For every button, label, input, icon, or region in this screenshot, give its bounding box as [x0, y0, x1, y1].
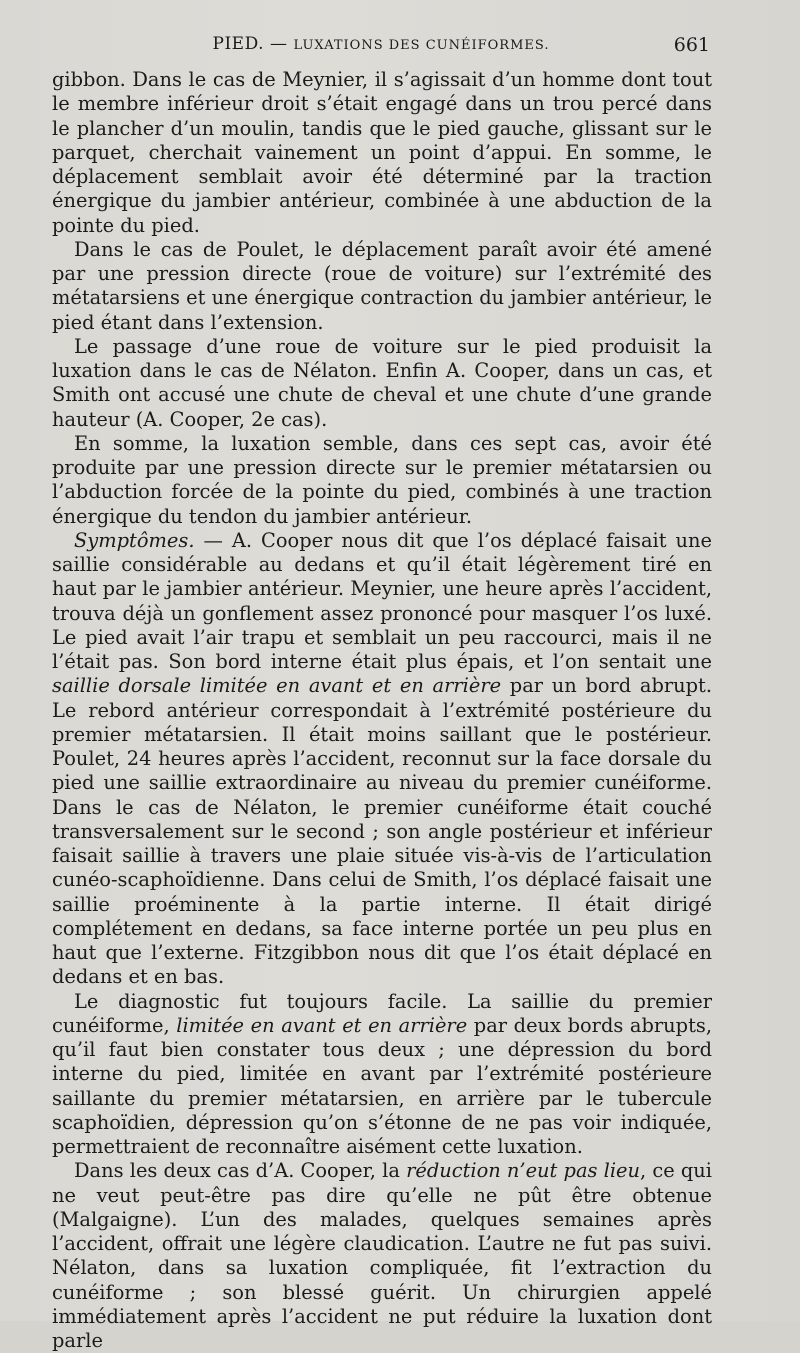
paragraph-p1	[52, 68, 712, 238]
paragraph-p5	[52, 529, 712, 990]
running-title-sub: LUXATIONS DES CUNÉIFORMES.	[293, 38, 550, 53]
italic-segment: Symptômes.	[74, 528, 195, 552]
text-segment: gibbon. Dans le cas de Meynier, il s’agissait d’un homme dont tout le membre inférieur droit s’était engagé dans un trou percé dans le plancher d’un moulin, tandis que le pied gauche, glissant sur le parquet, cherchait vainement un point d’appui. En somme, le déplacement semblait avoir été déterminé par la traction énergique du jambier antérieur, combinée à une abduction de la pointe du pied.	[52, 68, 712, 237]
running-title-dash: —	[270, 34, 288, 54]
text-segment: Le passage d’une roue de voiture sur le pied produisit la luxation dans le cas de Nélaton. Enfin A. Cooper, dans un cas, et Smith ont accusé une chute de cheval et une chute d’une grande hauteur (A. Cooper, 2e cas).	[52, 334, 712, 431]
body-text	[52, 68, 712, 1353]
text-segment: Dans les deux cas d’A. Cooper, la	[74, 1159, 407, 1183]
running-title	[52, 34, 710, 54]
text-segment: En somme, la luxation semble, dans ces sept cas, avoir été produite par une pression directe sur le premier métatarsien ou l’abduction forcée de la pointe du pied, combinés à une traction énergique du tendon du jambier antérieur.	[52, 431, 712, 528]
page-number: 661	[673, 34, 710, 56]
italic-segment: réduction n’eut pas lieu	[406, 1159, 641, 1183]
running-title-main: PIED.	[212, 34, 265, 54]
text-segment: Dans le cas de Poulet, le déplacement paraît avoir été amené par une pression directe (roue de voiture) sur l’extrémité des métatarsiens et une énergique contraction du jambier antérieur, le pied étant dans l’extension.	[52, 237, 712, 334]
paragraph-p2	[52, 238, 712, 335]
paragraph-p6	[52, 990, 712, 1160]
page-header	[52, 34, 710, 60]
paragraph-p7	[52, 1159, 712, 1353]
italic-segment: saillie dorsale limitée en avant et en arrière	[52, 674, 502, 698]
text-segment: par un bord abrupt. Le rebord antérieur correspondait à l’extrémité postérieure du premier métatarsien. Il était moins saillant que le postérieur. Poulet, 24 heures après l’accident, reconnut sur la face dorsale du pied une saillie extraordinaire au niveau du premier cunéiforme. Dans le cas de Nélaton, le premier cunéiforme était couché transversalement sur le second ; son angle postérieur et inférieur faisait saillie à travers une plaie située vis-à-vis de l’articulation cunéo-scaphoïdienne. Dans celui de Smith, l’os déplacé faisait une saillie proéminente à la partie interne. Il était dirigé complétement en dedans, sa face interne portée un peu plus en haut que l’externe. Fitzgibbon nous dit que l’os était déplacé en dedans et en bas.	[52, 674, 713, 989]
paragraph-p4	[52, 432, 712, 529]
italic-segment: limitée en avant et en arrière	[176, 1013, 468, 1037]
text-segment: Le diagnostic fut toujours facile. La saillie du premier cunéiforme,	[52, 989, 712, 1037]
text-segment: — A. Cooper nous dit que l’os déplacé faisait une saillie considérable au dedans et qu’il était légèrement tiré en haut par le jambier antérieur. Meynier, une heure après l’accident, trouva déjà un gonflement assez prononcé pour masquer l’os luxé. Le pied avait l’air trapu et semblait un peu raccourci, mais il ne l’était pas. Son bord interne était plus épais, et l’on sentait une	[52, 528, 712, 673]
text-segment: par deux bords abrupts, qu’il faut bien constater tous deux ; une dépression du bord interne du pied, limitée en avant par l’extrémité postérieure saillante du premier métatarsien, en arrière par le tubercule scaphoïdien, dépression qu’on s’étonne de ne pas voir indiquée, permettraient de reconnaître aisément cette luxation.	[52, 1013, 712, 1158]
text-segment: , ce qui ne veut peut-être pas dire qu’elle ne pût être obtenue (Malgaigne). L’un des malades, quelques semaines après l’accident, offrait une légère claudication. L’autre ne fut pas suivi. Nélaton, dans sa luxation compliquée, fit l’extraction du cunéiforme ; son blessé guérit. Un chirurgien appelé immédiatement après l’accident ne put réduire la luxation dont parle	[52, 1159, 712, 1352]
paragraph-p3	[52, 335, 712, 432]
